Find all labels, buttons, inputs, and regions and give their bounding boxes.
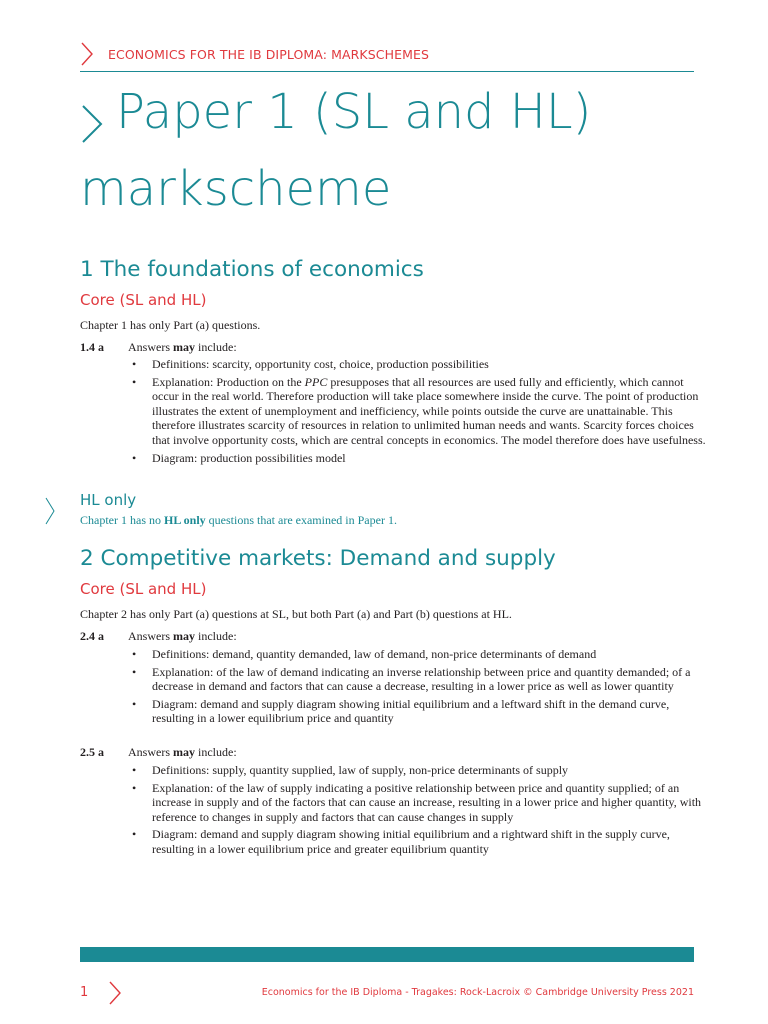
question-number: 2.5 a (80, 745, 104, 759)
intro-emphasis: may (173, 629, 195, 643)
bullet-item: • Diagram: demand and supply diagram showing initial equilibrium and a leftward shift in the demand curve, resulting in a lower equilibrium price and quantity (132, 697, 712, 726)
section-2-heading: 2 Competitive markets: Demand and supply (80, 546, 556, 571)
bullet-item: • Diagram: demand and supply diagram showing initial equilibrium and a rightward shift in the supply curve, resulting in a lower equilibrium price and greater equilibrium quantity (132, 827, 712, 856)
intro-text: Answers (128, 629, 173, 643)
header-chevron-icon (80, 42, 94, 66)
section-1-hl-note (80, 513, 397, 528)
section-1-hl-heading: HL only (80, 491, 137, 509)
intro-emphasis: may (173, 340, 195, 354)
header-section: MARKSCHEMES (331, 47, 430, 62)
bullet-item: • Definitions: supply, quantity supplied, law of supply, non-price determinants of supply (132, 763, 712, 778)
section-1-heading: 1 The foundations of economics (80, 257, 424, 282)
hl-note-text: Chapter 1 has no (80, 513, 164, 527)
question-intro (128, 745, 237, 760)
bullet-item: • Explanation: of the law of demand indicating an inverse relationship between price and quantity demanded; of a decrease in demand and factors that can cause a decrease, resulting in a lower price as well as lower quantity (132, 665, 712, 694)
bullet-item: • Definitions: scarcity, opportunity cost, choice, production possibilities (132, 357, 712, 372)
hl-note-emphasis: HL only (163, 513, 206, 527)
hl-margin-chevron-icon (44, 496, 56, 526)
running-header (108, 47, 429, 62)
bullet-item: • Definitions: demand, quantity demanded, law of demand, non-price determinants of demand (132, 647, 712, 662)
intro-text: Answers (128, 745, 173, 759)
answer-bullets (132, 647, 712, 729)
bullet-item: • Explanation: Production on the PPC presupposes that all resources are used fully and efficiently, which cannot occur in the real world. Therefore production will take place somewhere inside the curve. The point of production illustrates the extent of unemployment and inefficiency, while points outside the curve are unattainable. This therefore illustrates scarcity of resources in relation to unlimited human needs and wants. Scarcity forces choices that involve opportunity costs, which are central concepts in economics. The model therefore does have usefulness. (132, 375, 712, 448)
intro-text: Answers (128, 340, 173, 354)
bullet-item: • Diagram: production possibilities model (132, 451, 712, 466)
bullet-item: • Explanation: of the law of supply indicating a positive relationship between price and quantity supplied; of an increase in supply and of the factors that can cause an increase, resulting in a lower price and higher quantity, with reference to changes in supply and factors that can cause changes in supply (132, 781, 712, 825)
section-2-core-heading: Core (SL and HL) (80, 580, 207, 598)
intro-text: include: (195, 629, 237, 643)
intro-text: include: (195, 340, 237, 354)
hl-note-text: questions that are examined in Paper 1. (205, 513, 397, 527)
section-1-core-heading: Core (SL and HL) (80, 291, 207, 309)
footer-credit: Economics for the IB Diploma - Tragakes: Rock-Lacroix © Cambridge University Press 2021 (261, 987, 694, 998)
question-number: 2.4 a (80, 629, 104, 643)
page-number: 1 (80, 985, 89, 1000)
answer-bullets (132, 357, 712, 468)
intro-text: include: (195, 745, 237, 759)
section-1-core-note: Chapter 1 has only Part (a) questions. (80, 318, 261, 332)
header-series: ECONOMICS FOR THE IB DIPLOMA: (108, 47, 328, 62)
footer-bar (80, 947, 694, 962)
page-title-line1: Paper 1 (SL and HL) (116, 84, 592, 140)
question-intro (128, 629, 237, 644)
question-number: 1.4 a (80, 340, 104, 354)
answer-bullets (132, 763, 712, 860)
intro-emphasis: may (173, 745, 195, 759)
header-rule (80, 71, 694, 72)
section-2-core-note: Chapter 2 has only Part (a) questions at SL, but both Part (a) and Part (b) questions at HL. (80, 607, 512, 621)
footer-chevron-icon (108, 981, 122, 1005)
page-title-line2: markscheme (80, 161, 392, 217)
title-chevron-icon (80, 104, 104, 144)
question-intro (128, 340, 237, 355)
